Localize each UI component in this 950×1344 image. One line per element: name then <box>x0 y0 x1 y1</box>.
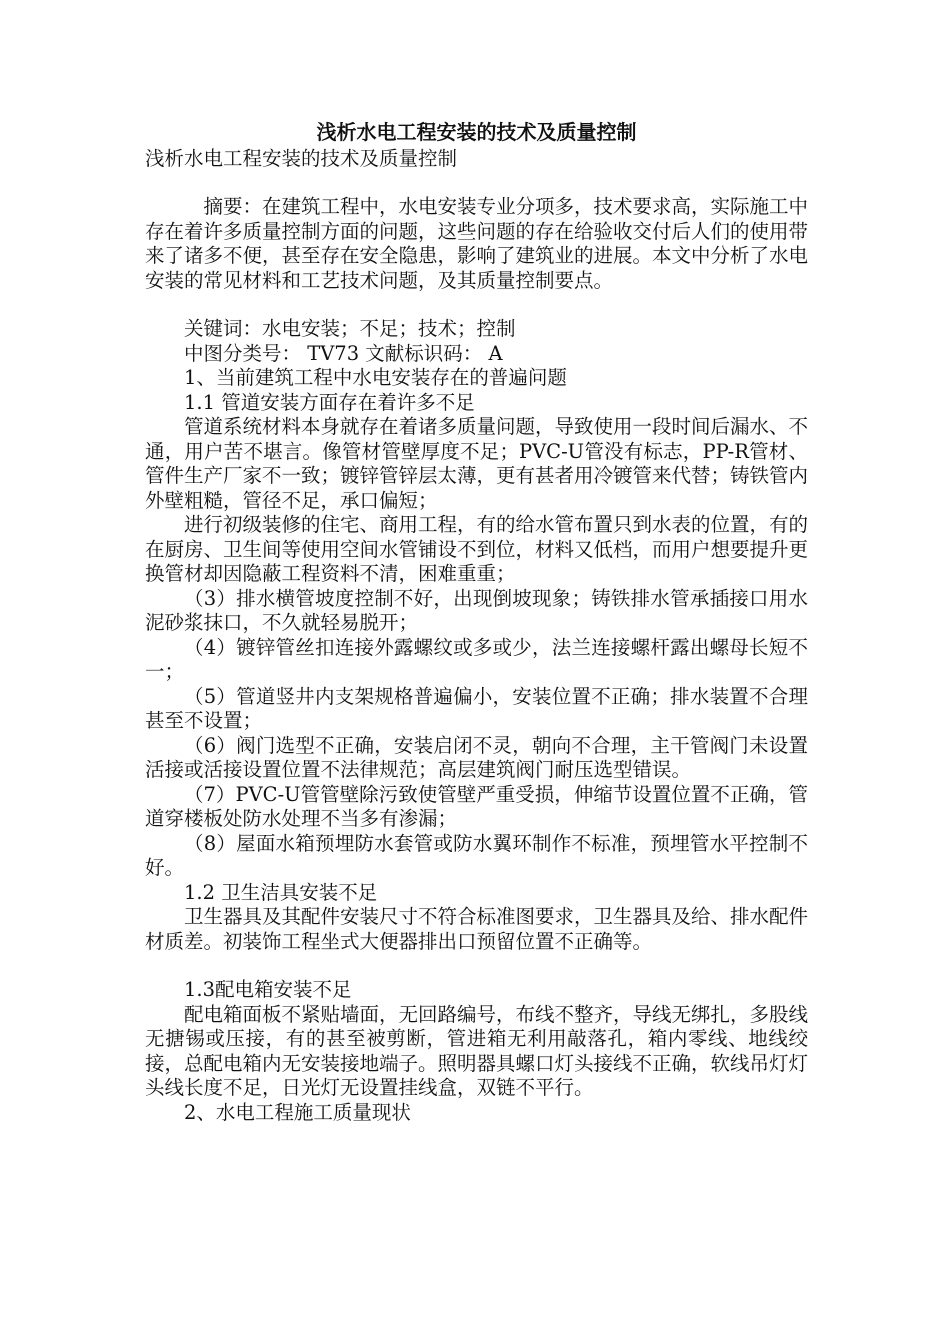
list-item: （3）排水横管坡度控制不好，出现倒坡现象；铸铁排水管承插接口用水泥砂浆抹口，不久就轻易脱开； <box>145 586 808 634</box>
paragraph: 配电箱面板不紧贴墙面，无回路编号，布线不整齐，导线无绑扎，多股线无搪锡或压接，有的甚至被剪断，管进箱无利用敲落孔，箱内零线、地线绞接，总配电箱内无安装接地端子。照明器具螺口灯头接线不正确，软线吊灯灯头线长度不足，日光灯无设置挂线盒，双链不平行。 <box>145 1002 809 1099</box>
keywords: 关键词：水电安装；不足；技术；控制 <box>184 317 516 340</box>
document-page <box>145 120 808 1125</box>
paragraph: 卫生器具及其配件安装尺寸不符合标准图要求，卫生器具及给、排水配件材质差。初装饰工程坐式大便器排出口预留位置不正确等。 <box>145 905 809 953</box>
abstract: 摘要：在建筑工程中，水电安装专业分项多，技术要求高，实际施工中存在着许多质量控制方面的问题，这些问题的存在给验收交付后人们的使用带来了诸多不便，甚至存在安全隐患，影响了建筑业的进展。本文中分析了水电安装的常见材料和工艺技术问题，及其质量控制要点。 <box>145 195 809 292</box>
doc-title: 浅析水电工程安装的技术及质量控制 <box>316 120 637 144</box>
list-item: （4）镀锌管丝扣连接外露螺纹或多或少，法兰连接螺杆露出螺母长短不一； <box>145 635 808 683</box>
section-1-3-heading: 1.3配电箱安装不足 <box>184 978 352 1001</box>
doc-subtitle: 浅析水电工程安装的技术及质量控制 <box>145 146 458 170</box>
classification: 中图分类号： TV73 文献标识码： A <box>184 341 503 365</box>
section-1-heading: 1、当前建筑工程中水电安装存在的普遍问题 <box>184 366 567 389</box>
list-item: （5）管道竖井内支架规格普遍偏小，安装位置不正确；排水装置不合理甚至不设置； <box>145 684 808 732</box>
list-item: （7）PVC-U管管壁除污致使管壁严重受损，伸缩节设置位置不正确，管道穿楼板处防水处理不当多有渗漏； <box>145 782 808 830</box>
section-1-2-heading: 1.2 卫生洁具安装不足 <box>184 880 378 904</box>
section-1-1-heading: 1.1 管道安装方面存在着许多不足 <box>184 390 475 414</box>
list-item: （6）阀门选型不正确，安装启闭不灵，朝向不合理，主干管阀门未设置活接或活接设置位置不法律规范；高层建筑阀门耐压选型错误。 <box>145 733 808 781</box>
list-item: （8）屋面水箱预埋防水套管或防水翼环制作不标准，预埋管水平控制不好。 <box>145 831 808 879</box>
section-2-heading: 2、水电工程施工质量现状 <box>184 1100 411 1124</box>
paragraph: 进行初级装修的住宅、商用工程，有的给水管布置只到水表的位置，有的在厨房、卫生间等使用空间水管铺设不到位，材料又低档，而用户想要提升更换管材却因隐蔽工程资料不清，困难重重； <box>145 513 809 585</box>
paragraph: 管道系统材料本身就存在着诸多质量问题，导致使用一段时间后漏水、不通，用户苦不堪言。像管材管壁厚度不足；PVC-U管没有标志，PP-R管材、管件生产厂家不一致；镀锌管锌层太薄，更有甚者用冷镀管来代替；铸铁管内外壁粗糙，管径不足，承口偏短； <box>145 415 809 512</box>
